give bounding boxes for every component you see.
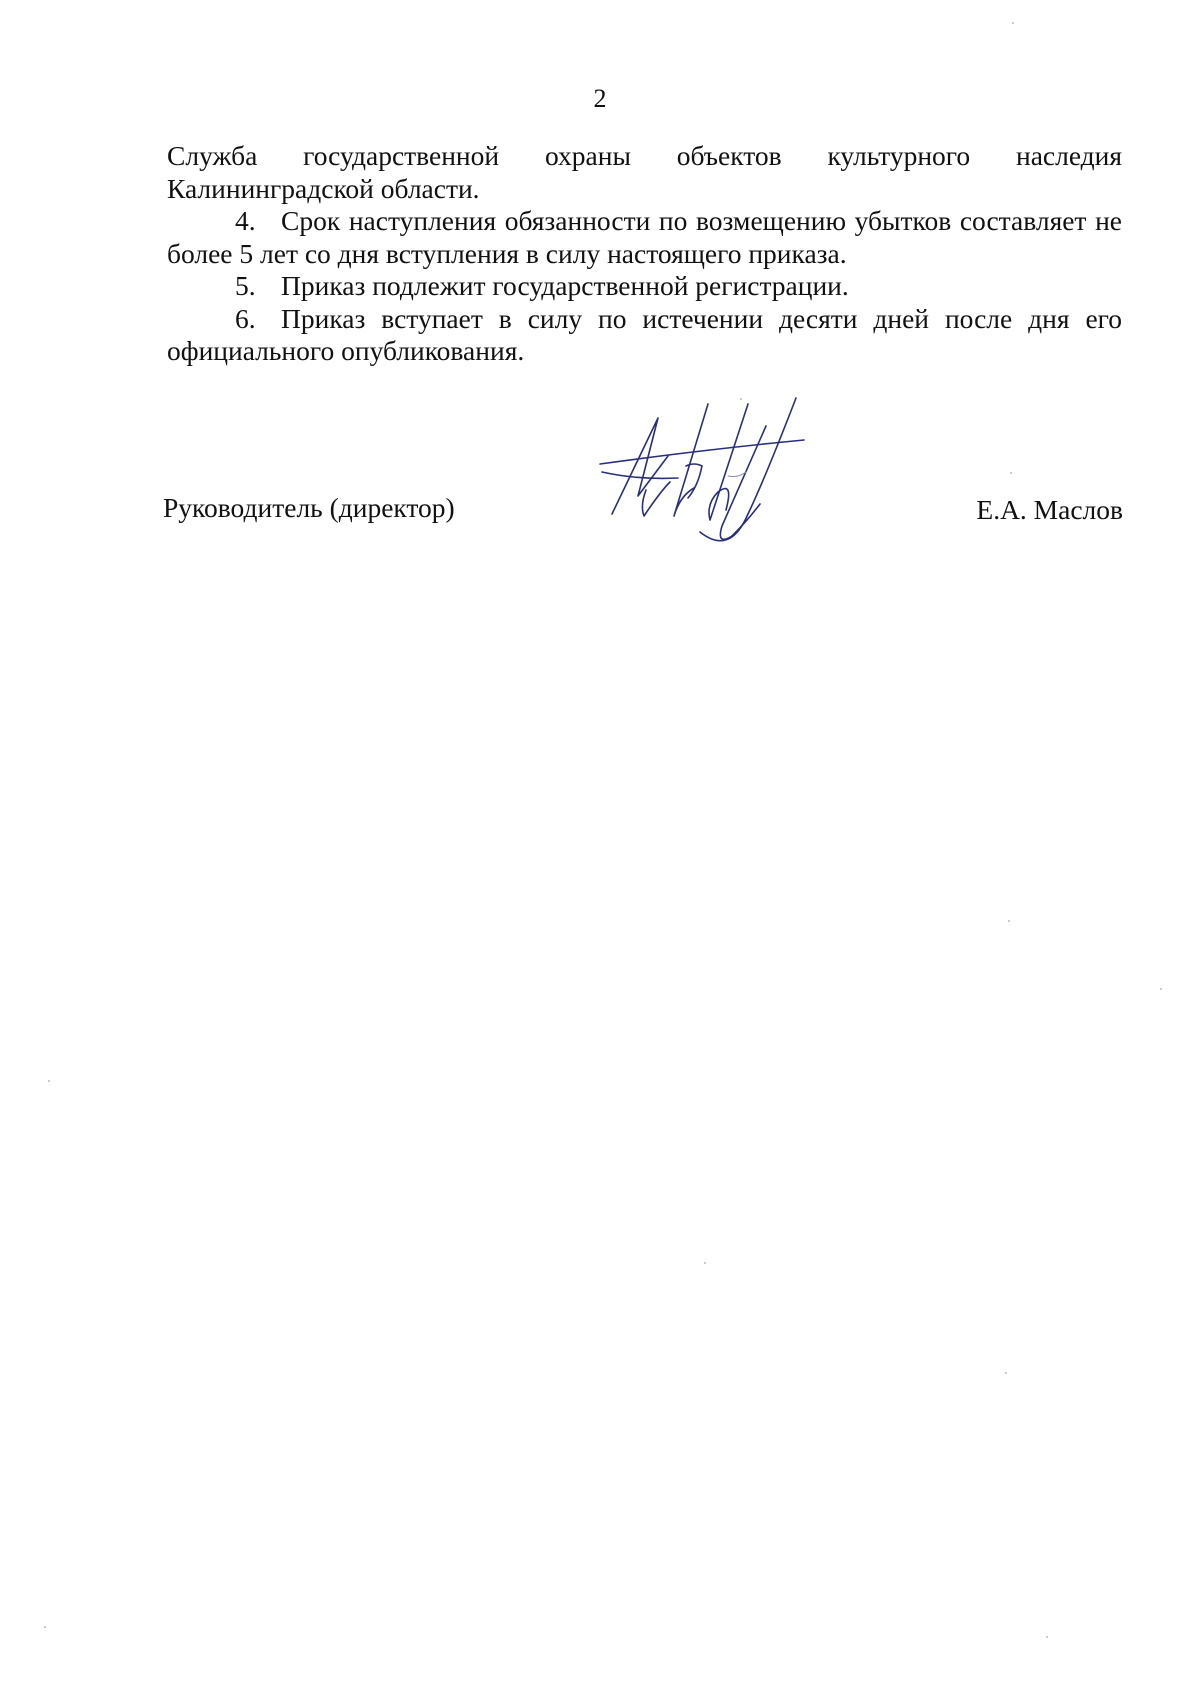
signer-name: Е.А. Маслов <box>976 494 1123 525</box>
paragraph-item-5 <box>167 270 1122 303</box>
paragraph-item-4 <box>167 205 1122 270</box>
scan-speck <box>1010 472 1012 474</box>
word: государственной <box>303 140 500 171</box>
item-text: Приказ вступает в силу по истечении десяти дней после дня его официального опубликования. <box>167 302 1122 366</box>
word: наследия <box>1015 140 1123 171</box>
item-number: 6. <box>235 302 256 334</box>
item-number: 4. <box>235 205 256 236</box>
item-text: Срок наступления обязанности по возмещению убытков составляет не более 5 лет со дня вступления в силу настоящего приказа. <box>167 205 1122 269</box>
scan-speck <box>1012 22 1014 24</box>
scan-speck <box>48 1080 50 1082</box>
page-number: 2 <box>593 84 607 113</box>
scan-speck <box>704 1262 706 1264</box>
paragraph-continuation-line2: Калининградской области. <box>167 172 480 204</box>
word: культурного <box>827 140 971 171</box>
signer-title: Руководитель (директор) <box>163 492 455 523</box>
word: Служба <box>167 140 258 171</box>
scan-speck <box>740 398 742 400</box>
item-number: 5. <box>235 270 256 301</box>
paragraph-item-6 <box>167 303 1122 368</box>
scan-speck <box>1160 988 1162 990</box>
handwritten-signature <box>598 396 808 566</box>
paragraph-continuation-line1 <box>167 140 1122 173</box>
word: охраны <box>544 140 631 171</box>
scan-speck <box>44 1626 46 1628</box>
document-body <box>167 140 1122 368</box>
item-text: Приказ подлежит государственной регистрации. <box>281 270 849 301</box>
scan-speck <box>1008 920 1010 922</box>
scan-speck <box>1046 1636 1048 1638</box>
scan-speck <box>1005 1372 1007 1374</box>
word: объектов <box>676 140 782 171</box>
